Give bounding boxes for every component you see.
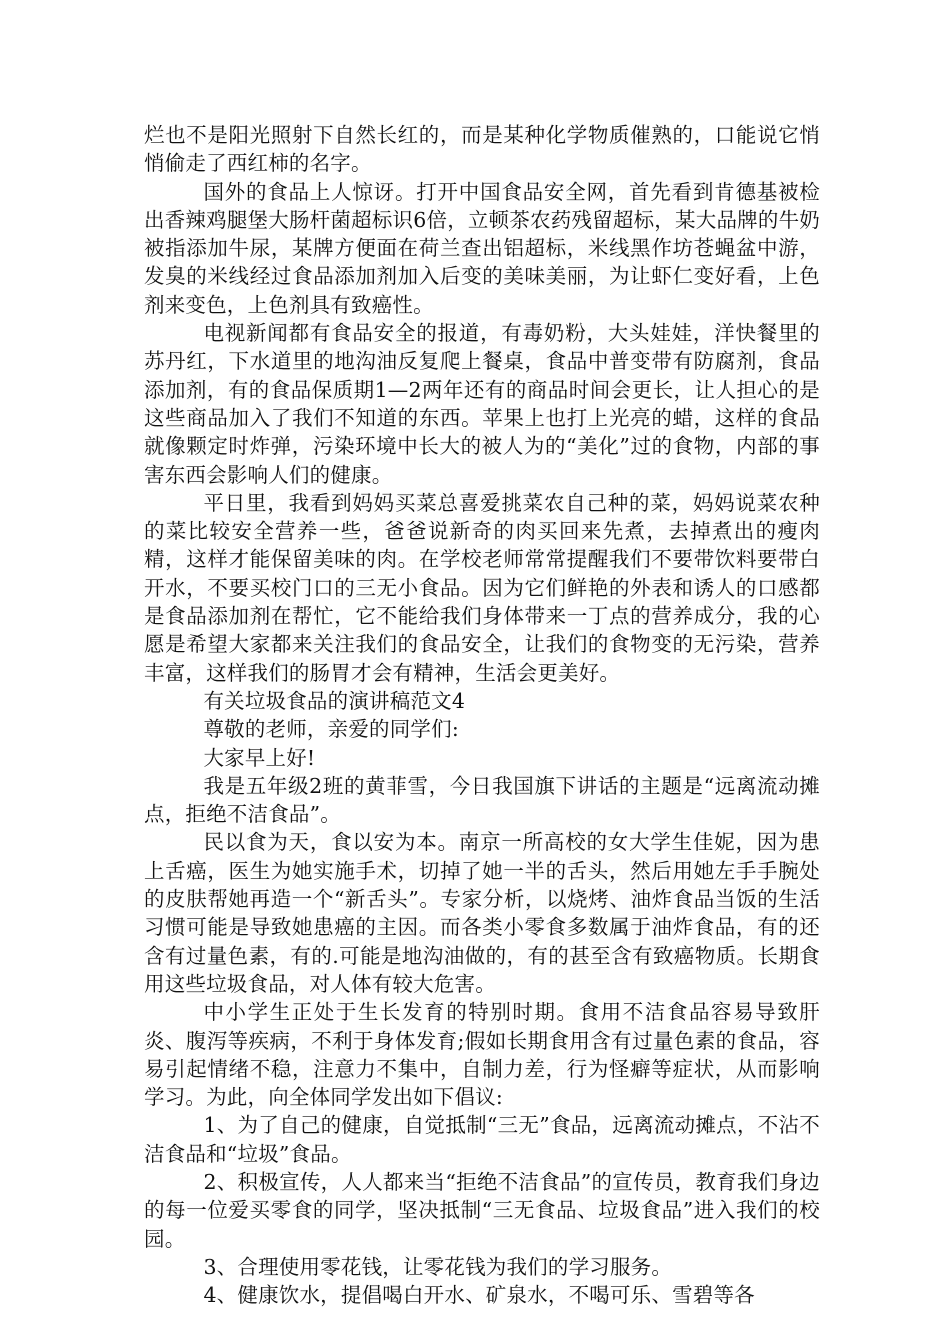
document-body bbox=[144, 121, 820, 1309]
section-heading: 有关垃圾食品的演讲稿范文4 bbox=[203, 688, 466, 713]
paragraph-6: 中小学生正处于生长发育的特别时期。食用不洁食品容易导致肝炎、腹泻等疾病，不利于身体发育;假如长期食用含有过量色素的食品，容易引起情绪不稳，注意力不集中，自制力差，行为怪癖等症状，从而影响学习。为此，向全体同学发出如下倡议: bbox=[144, 1000, 820, 1110]
salutation: 尊敬的老师，亲爱的同学们: bbox=[203, 717, 459, 742]
paragraph-5: 民以食为天，食以安为本。南京一所高校的女大学生佳妮，因为患上舌癌，医生为她实施手术，切掉了她一半的舌头，然后用她左手手腕处的皮肤帮她再造一个“新舌头”。专家分析，以烧烤、油炸食品当饭的生活习惯可能是导致她患癌的主因。而各类小零食多数属于油炸食品，有的还含有过量色素，有的.可能是地沟油做的，有的甚至含有致癌物质。长期食用这些垃圾食品，对人体有较大危害。 bbox=[144, 830, 820, 996]
greeting: 大家早上好! bbox=[203, 745, 316, 770]
list-item-1: 1、为了自己的健康，自觉抵制“三无”食品，远离流动摊点，不沾不洁食品和“垃圾”食品。 bbox=[144, 1113, 820, 1166]
list-item-2: 2、积极宣传，人人都来当“拒绝不洁食品”的宣传员，教育我们身边的每一位爱买零食的同学，坚决抵制“三无食品、垃圾食品”进入我们的校园。 bbox=[144, 1169, 820, 1251]
paragraph-3: 电视新闻都有食品安全的报道，有毒奶粉，大头娃娃，洋快餐里的苏丹红，下水道里的地沟油反复爬上餐桌，食品中普变带有防腐剂，食品添加剂，有的食品保质期1—2两年还有的商品时间会更长，让人担心的是这些商品加入了我们不知道的东西。苹果上也打上光亮的蜡，这样的食品就像颗定时炸弹，污染环境中长大的被人为的“美化”过的食物，内部的事害东西会影响人们的健康。 bbox=[144, 321, 820, 487]
paragraph-intro: 我是五年级2班的黄菲雪，今日我国旗下讲话的主题是“远离流动摊点，拒绝不洁食品”。 bbox=[144, 773, 820, 827]
list-item-3: 3、合理使用零花钱，让零花钱为我们的学习服务。 bbox=[203, 1254, 673, 1279]
paragraph-2: 国外的食品上人惊讶。打开中国食品安全网，首先看到肯德基被检出香辣鸡腿堡大肠杆菌超标识6倍，立顿茶农药残留超标，某大品牌的牛奶被指添加牛尿，某牌方便面在荷兰查出铝超标，米线黑作坊苍蝇盆中游，发臭的米线经过食品添加剂加入后变的美味美丽，为让虾仁变好看，上色剂来变色，上色剂具有致癌性。 bbox=[144, 179, 820, 317]
list-item-4: 4、健康饮水，提倡喝白开水、矿泉水，不喝可乐、雪碧等各 bbox=[203, 1283, 755, 1308]
paragraph-1: 烂也不是阳光照射下自然长红的，而是某种化学物质催熟的，口能说它悄悄偷走了西红柿的名字。 bbox=[144, 123, 820, 176]
paragraph-4: 平日里，我看到妈妈买菜总喜爱挑菜农自己种的菜，妈妈说菜农种的菜比较安全营养一些，爸爸说新奇的肉买回来先煮，去掉煮出的瘦肉精，这样才能保留美味的肉。在学校老师常常提醒我们不要带饮料要带白开水，不要买校门口的三无小食品。因为它们鲜艳的外表和诱人的口感都是食品添加剂在帮忙，它不能给我们身体带来一丁点的营养成分，我的心愿是希望大家都来关注我们的食品安全，让我们的食物变的无污染，营养丰富，这样我们的肠胃才会有精神，生活会更美好。 bbox=[144, 490, 820, 685]
